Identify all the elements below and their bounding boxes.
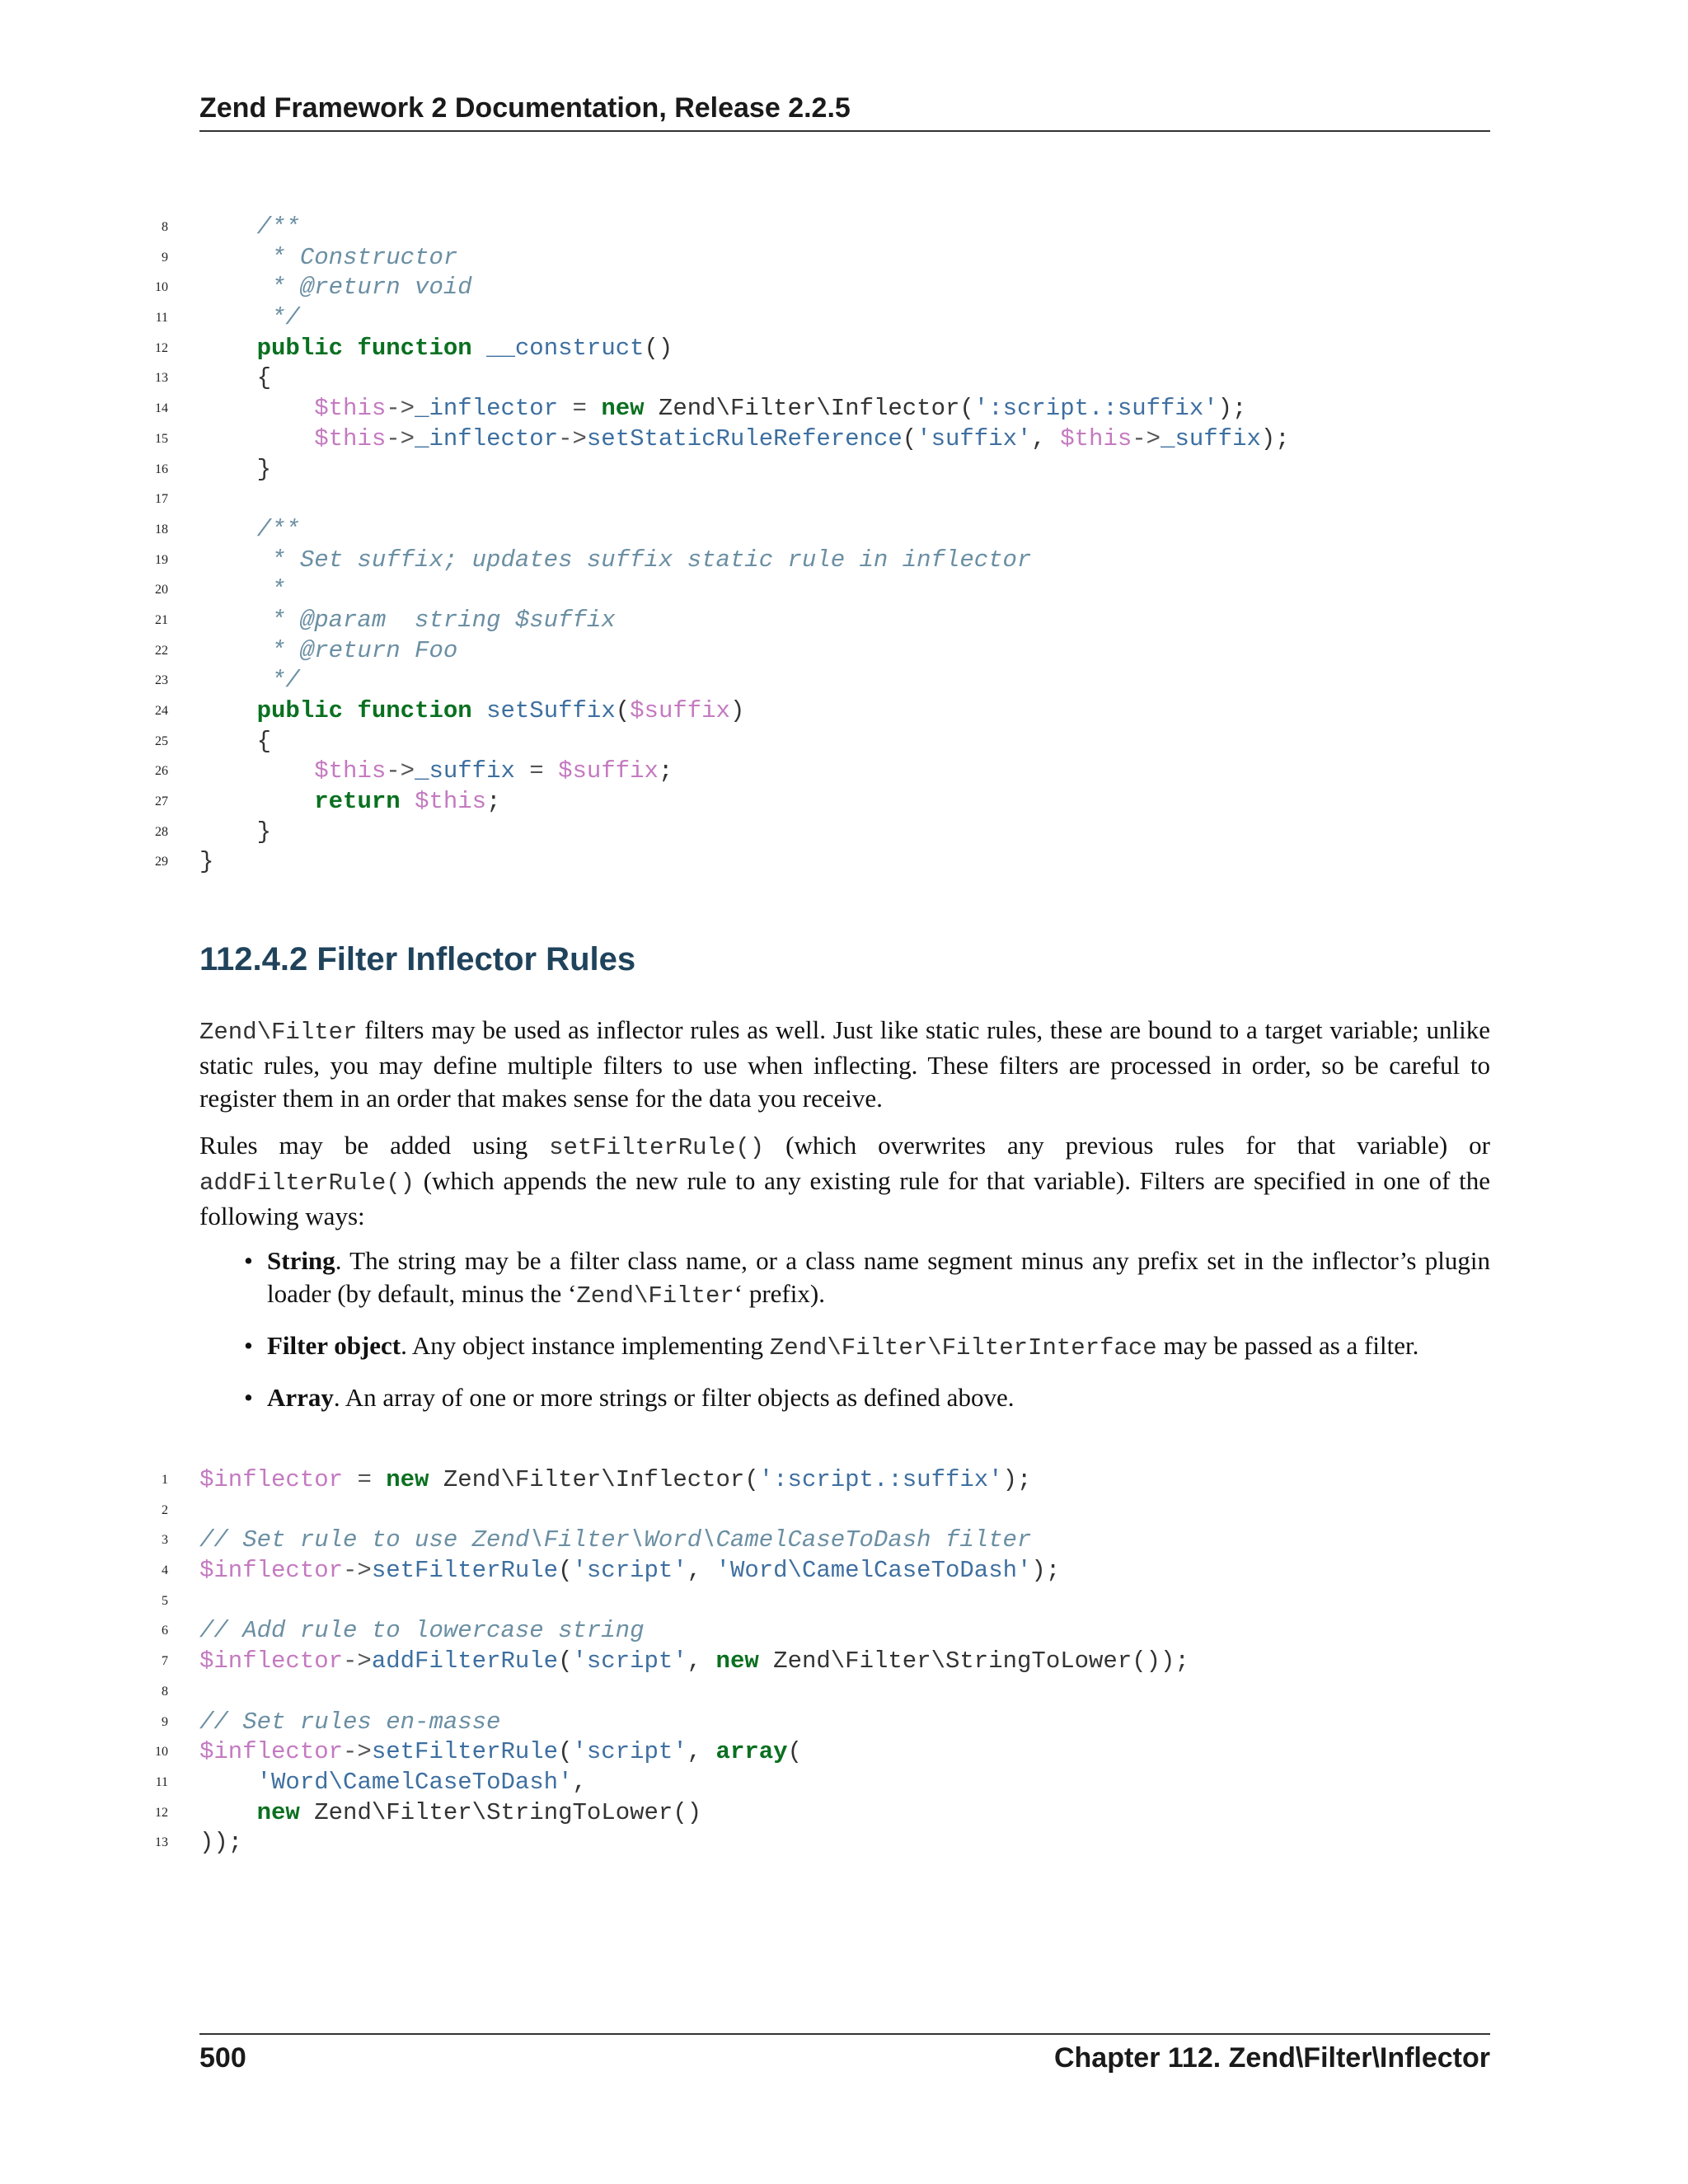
code-token bbox=[558, 395, 572, 422]
code-token bbox=[472, 697, 486, 724]
code-token: $this bbox=[1060, 424, 1132, 452]
code-text bbox=[199, 303, 300, 334]
code-token bbox=[199, 1769, 257, 1796]
code-token: ); bbox=[1260, 424, 1290, 452]
code-line bbox=[0, 303, 1688, 334]
code-token: Zend\Filter\StringToLower()); bbox=[758, 1647, 1189, 1675]
code-token bbox=[472, 335, 486, 362]
code-token: -> bbox=[343, 1647, 372, 1675]
bullet-icon: • bbox=[244, 1246, 253, 1275]
code-line bbox=[0, 818, 1688, 848]
code-token bbox=[544, 757, 558, 785]
list-item-text: may be passed as a filter. bbox=[1156, 1331, 1419, 1360]
line-number: 23 bbox=[155, 673, 168, 688]
code-token: = bbox=[529, 757, 544, 785]
line-number: 17 bbox=[155, 492, 168, 507]
code-token: _suffix bbox=[415, 757, 515, 785]
inline-code: Zend\Filter bbox=[199, 1019, 358, 1046]
line-number: 21 bbox=[155, 612, 168, 627]
code-token: setStaticRuleReference bbox=[586, 424, 903, 452]
line-number: 12 bbox=[155, 340, 168, 355]
code-token: * @return void bbox=[199, 274, 472, 302]
line-number: 8 bbox=[162, 1684, 168, 1699]
code-token bbox=[587, 395, 601, 422]
code-token: __construct bbox=[486, 334, 645, 362]
code-token: * bbox=[199, 576, 286, 604]
code-line bbox=[0, 334, 1688, 364]
code-text bbox=[199, 787, 500, 818]
code-token: () bbox=[644, 334, 673, 362]
line-number: 28 bbox=[155, 824, 168, 839]
code-line bbox=[0, 546, 1688, 576]
code-token bbox=[343, 335, 357, 362]
line-number: 7 bbox=[162, 1654, 168, 1669]
code-text bbox=[199, 847, 213, 878]
code-text bbox=[199, 1768, 587, 1798]
code-token: new bbox=[601, 395, 645, 423]
code-token: 'Word\CamelCaseToDash' bbox=[256, 1768, 573, 1796]
code-token: , bbox=[687, 1557, 716, 1585]
code-line bbox=[0, 424, 1688, 455]
code-line bbox=[0, 696, 1688, 727]
filter-spec-list bbox=[199, 1244, 1490, 1431]
list-item-text: . An array of one or more strings or filter objects as defined above. bbox=[333, 1383, 1015, 1412]
code-text bbox=[199, 696, 744, 727]
running-header: Zend Framework 2 Documentation, Release 2.2.5 bbox=[199, 92, 851, 124]
bullet-icon: • bbox=[244, 1383, 253, 1412]
header-divider bbox=[199, 130, 1490, 132]
code-token: setSuffix bbox=[486, 697, 616, 724]
line-number: 14 bbox=[155, 401, 168, 416]
code-text bbox=[199, 1798, 701, 1829]
code-token: } bbox=[199, 848, 214, 876]
code-line bbox=[0, 1768, 1688, 1798]
code-block-filter-rules-example bbox=[0, 1465, 1688, 1858]
code-text bbox=[199, 666, 300, 696]
code-line bbox=[0, 273, 1688, 303]
code-line bbox=[0, 757, 1688, 787]
code-text bbox=[199, 213, 300, 243]
code-token: _inflector bbox=[415, 395, 559, 423]
code-line bbox=[0, 636, 1688, 667]
code-token: ; bbox=[486, 788, 501, 816]
list-item-string bbox=[199, 1244, 1490, 1313]
code-line bbox=[0, 1496, 1688, 1526]
code-token: , bbox=[687, 1647, 716, 1675]
code-line bbox=[0, 1616, 1688, 1647]
code-token: setFilterRule bbox=[371, 1738, 559, 1766]
code-token: $suffix bbox=[558, 757, 659, 785]
code-token bbox=[199, 335, 257, 362]
code-token bbox=[199, 788, 314, 815]
section-title: 112.4.2 Filter Inflector Rules bbox=[199, 941, 636, 977]
code-token: -> bbox=[1132, 424, 1161, 452]
list-item-term: Array bbox=[267, 1383, 334, 1412]
code-line bbox=[0, 1647, 1688, 1677]
code-token: $inflector bbox=[199, 1466, 344, 1493]
code-token: -> bbox=[343, 1557, 372, 1585]
line-number: 20 bbox=[155, 583, 168, 598]
code-token: new bbox=[386, 1466, 429, 1493]
code-token: addFilterRule bbox=[371, 1647, 559, 1675]
bullet-icon: • bbox=[244, 1331, 253, 1360]
code-line bbox=[0, 394, 1688, 424]
code-token: array bbox=[715, 1738, 788, 1766]
line-number: 22 bbox=[155, 643, 168, 658]
code-text bbox=[199, 1616, 645, 1647]
code-text bbox=[199, 1737, 802, 1768]
code-token: ( bbox=[902, 424, 917, 452]
line-number: 10 bbox=[155, 280, 168, 295]
code-token: ':script.:suffix' bbox=[758, 1466, 1003, 1493]
code-token: 'script' bbox=[572, 1647, 687, 1675]
line-number: 12 bbox=[155, 1805, 168, 1820]
code-text bbox=[199, 273, 472, 303]
code-token: */ bbox=[199, 667, 300, 695]
code-text bbox=[199, 1465, 1031, 1496]
code-token: /** bbox=[199, 213, 300, 241]
line-number: 11 bbox=[155, 1774, 168, 1789]
page-number: 500 bbox=[199, 2042, 246, 2074]
code-token: Zend\Filter\StringToLower() bbox=[299, 1798, 702, 1826]
code-text bbox=[199, 1828, 242, 1858]
code-text bbox=[199, 334, 673, 364]
code-token: Zend\Filter\Inflector( bbox=[429, 1466, 759, 1493]
code-token: new bbox=[256, 1798, 300, 1826]
code-token: * @param string $suffix bbox=[199, 606, 616, 634]
inline-code: Zend\Filter bbox=[576, 1282, 734, 1310]
line-number: 4 bbox=[162, 1563, 168, 1578]
list-item-text: . The string may be a filter class name, or a class name segment minus any prefix set in the inflector’s plugin loader (by default, minus the ‘ bbox=[267, 1246, 1490, 1308]
list-item-text: . Any object instance implementing bbox=[401, 1331, 770, 1360]
code-token bbox=[199, 395, 314, 422]
code-text bbox=[199, 575, 285, 606]
list-item-array bbox=[199, 1381, 1490, 1414]
line-number: 5 bbox=[162, 1593, 168, 1608]
code-token: Zend\Filter\Inflector( bbox=[644, 395, 974, 423]
code-token bbox=[199, 1799, 257, 1826]
code-line bbox=[0, 666, 1688, 696]
code-line bbox=[0, 363, 1688, 394]
code-token: ); bbox=[1217, 395, 1247, 423]
code-token: /** bbox=[199, 515, 300, 543]
code-token: // Set rules en-masse bbox=[199, 1708, 501, 1736]
paragraph-adding-rules bbox=[199, 1129, 1490, 1233]
code-text bbox=[199, 757, 673, 787]
line-number: 27 bbox=[155, 794, 168, 809]
paragraph-text: filters may be used as inflector rules as well. Just like static rules, these are bound to a target variable; unlike static rules, you may define multiple filters to use when inflecting. These filters are processed in order, so be careful to register them in an order that makes sense for the data you receive. bbox=[199, 1015, 1490, 1113]
code-token bbox=[343, 697, 357, 724]
code-token: 'script' bbox=[572, 1557, 687, 1585]
code-line bbox=[0, 1465, 1688, 1496]
code-token: _suffix bbox=[1160, 424, 1261, 452]
code-token: * Set suffix; updates suffix static rule in inflector bbox=[199, 546, 1032, 574]
code-text bbox=[199, 636, 457, 667]
list-item-text: ‘ prefix). bbox=[734, 1279, 825, 1308]
code-line bbox=[0, 1556, 1688, 1586]
code-token: , bbox=[572, 1768, 587, 1796]
footer-divider bbox=[199, 2033, 1490, 2035]
line-number: 26 bbox=[155, 764, 168, 779]
code-line bbox=[0, 1737, 1688, 1768]
line-number: 11 bbox=[155, 311, 168, 326]
paragraph-text: (which overwrites any previous rules for that variable) or bbox=[764, 1131, 1490, 1160]
code-line bbox=[0, 727, 1688, 757]
code-token: -> bbox=[343, 1738, 372, 1766]
code-block-class-methods bbox=[0, 213, 1688, 878]
code-token: 'script' bbox=[572, 1738, 687, 1766]
code-token: setFilterRule bbox=[371, 1557, 559, 1585]
code-token: = bbox=[357, 1466, 372, 1493]
code-token: -> bbox=[386, 395, 415, 423]
code-token: $suffix bbox=[630, 697, 730, 724]
code-token: ( bbox=[615, 697, 631, 724]
code-text bbox=[199, 1556, 1060, 1586]
code-token: $this bbox=[415, 788, 487, 816]
code-token: $this bbox=[314, 757, 387, 785]
code-token: ) bbox=[729, 697, 745, 724]
list-item-term: Filter object bbox=[267, 1331, 401, 1360]
code-line bbox=[0, 575, 1688, 606]
list-item-filter-object bbox=[199, 1329, 1490, 1365]
code-token bbox=[199, 697, 257, 724]
code-token: */ bbox=[199, 304, 300, 332]
line-number: 13 bbox=[155, 1835, 168, 1850]
line-number: 1 bbox=[162, 1473, 168, 1487]
list-item-term: String bbox=[267, 1246, 335, 1275]
line-number: 19 bbox=[155, 552, 168, 567]
code-token: } bbox=[199, 455, 272, 483]
code-token: = bbox=[572, 395, 587, 423]
code-token: function bbox=[357, 334, 472, 362]
line-number: 25 bbox=[155, 733, 168, 748]
code-token: ); bbox=[1002, 1466, 1032, 1493]
code-token: -> bbox=[558, 424, 587, 452]
code-token: $this bbox=[314, 424, 387, 452]
code-token: 'Word\CamelCaseToDash' bbox=[715, 1557, 1032, 1585]
line-number: 6 bbox=[162, 1624, 168, 1638]
inline-code-addfilterrule: addFilterRule() bbox=[199, 1169, 415, 1197]
code-line bbox=[0, 1708, 1688, 1738]
code-text bbox=[199, 546, 1031, 576]
code-token: * Constructor bbox=[199, 243, 458, 271]
code-token bbox=[199, 425, 314, 452]
inline-code: Zend\Filter\FilterInterface bbox=[769, 1334, 1157, 1361]
code-token: $inflector bbox=[199, 1557, 344, 1585]
line-number: 15 bbox=[155, 431, 168, 446]
code-line bbox=[0, 1828, 1688, 1858]
code-token: ); bbox=[1031, 1557, 1061, 1585]
code-token: )); bbox=[199, 1829, 243, 1857]
code-token: } bbox=[199, 818, 272, 846]
code-token bbox=[401, 788, 415, 815]
code-text bbox=[199, 363, 271, 394]
code-line bbox=[0, 515, 1688, 546]
code-token: function bbox=[357, 697, 472, 724]
code-token: $this bbox=[314, 395, 387, 423]
code-line bbox=[0, 787, 1688, 818]
code-token: _inflector bbox=[415, 424, 559, 452]
line-number: 10 bbox=[155, 1745, 168, 1760]
code-token bbox=[343, 1466, 357, 1493]
line-number: 8 bbox=[162, 220, 168, 234]
line-number: 18 bbox=[155, 522, 168, 537]
code-line bbox=[0, 606, 1688, 636]
code-text bbox=[199, 243, 457, 274]
code-token: new bbox=[715, 1647, 759, 1675]
line-number: 9 bbox=[162, 1714, 168, 1729]
code-token: public bbox=[256, 334, 344, 362]
code-line bbox=[0, 1526, 1688, 1556]
code-token: ( bbox=[787, 1738, 802, 1766]
line-number: 2 bbox=[162, 1502, 168, 1517]
code-token: ( bbox=[558, 1557, 573, 1585]
line-number: 3 bbox=[162, 1533, 168, 1548]
code-token: , bbox=[1031, 424, 1061, 452]
code-text bbox=[199, 455, 271, 485]
code-token: -> bbox=[386, 757, 415, 785]
code-text bbox=[199, 424, 1290, 455]
code-token bbox=[372, 1466, 386, 1493]
code-token: ; bbox=[658, 757, 673, 785]
code-token: // Set rule to use Zend\Filter\Word\CamelCaseToDash filter bbox=[199, 1526, 1032, 1554]
code-token: ( bbox=[558, 1738, 573, 1766]
line-number: 9 bbox=[162, 250, 168, 265]
code-token: ':script.:suffix' bbox=[973, 395, 1218, 423]
code-text bbox=[199, 818, 271, 848]
code-token: { bbox=[199, 364, 272, 392]
code-token bbox=[199, 757, 314, 785]
code-text bbox=[199, 515, 300, 546]
code-token: * @return Foo bbox=[199, 636, 458, 664]
code-line bbox=[0, 243, 1688, 274]
paragraph-text: Rules may be added using bbox=[199, 1131, 550, 1160]
line-number: 13 bbox=[155, 371, 168, 386]
code-token: $inflector bbox=[199, 1738, 344, 1766]
line-number: 29 bbox=[155, 855, 168, 869]
code-token: -> bbox=[386, 424, 415, 452]
code-line bbox=[0, 1798, 1688, 1829]
code-line bbox=[0, 1677, 1688, 1708]
line-number: 16 bbox=[155, 462, 168, 476]
code-token: , bbox=[687, 1738, 716, 1766]
code-line bbox=[0, 847, 1688, 878]
inline-code-setfilterrule: setFilterRule() bbox=[549, 1134, 765, 1161]
paragraph-filter-rules-intro bbox=[199, 1014, 1490, 1115]
code-text bbox=[199, 727, 271, 757]
code-text bbox=[199, 1708, 500, 1738]
code-token: { bbox=[199, 727, 272, 755]
code-text bbox=[199, 1647, 1189, 1677]
code-token: ( bbox=[558, 1647, 573, 1675]
code-line bbox=[0, 1586, 1688, 1617]
code-line bbox=[0, 213, 1688, 243]
line-number: 24 bbox=[155, 704, 168, 718]
code-token: return bbox=[314, 788, 401, 816]
code-line bbox=[0, 455, 1688, 485]
paragraph-text: (which appends the new rule to any existing rule for that variable). Filters are specified in one of the following ways: bbox=[199, 1166, 1490, 1230]
code-token: $inflector bbox=[199, 1647, 344, 1675]
code-token: public bbox=[256, 697, 344, 724]
chapter-title: Chapter 112. Zend\Filter\Inflector bbox=[1053, 2042, 1490, 2074]
code-token bbox=[515, 757, 529, 785]
code-text bbox=[199, 1526, 1031, 1556]
code-token: 'suffix' bbox=[917, 424, 1032, 452]
code-text bbox=[199, 394, 1246, 424]
code-text bbox=[199, 606, 616, 636]
code-token: // Add rule to lowercase string bbox=[199, 1617, 645, 1645]
code-line bbox=[0, 485, 1688, 515]
